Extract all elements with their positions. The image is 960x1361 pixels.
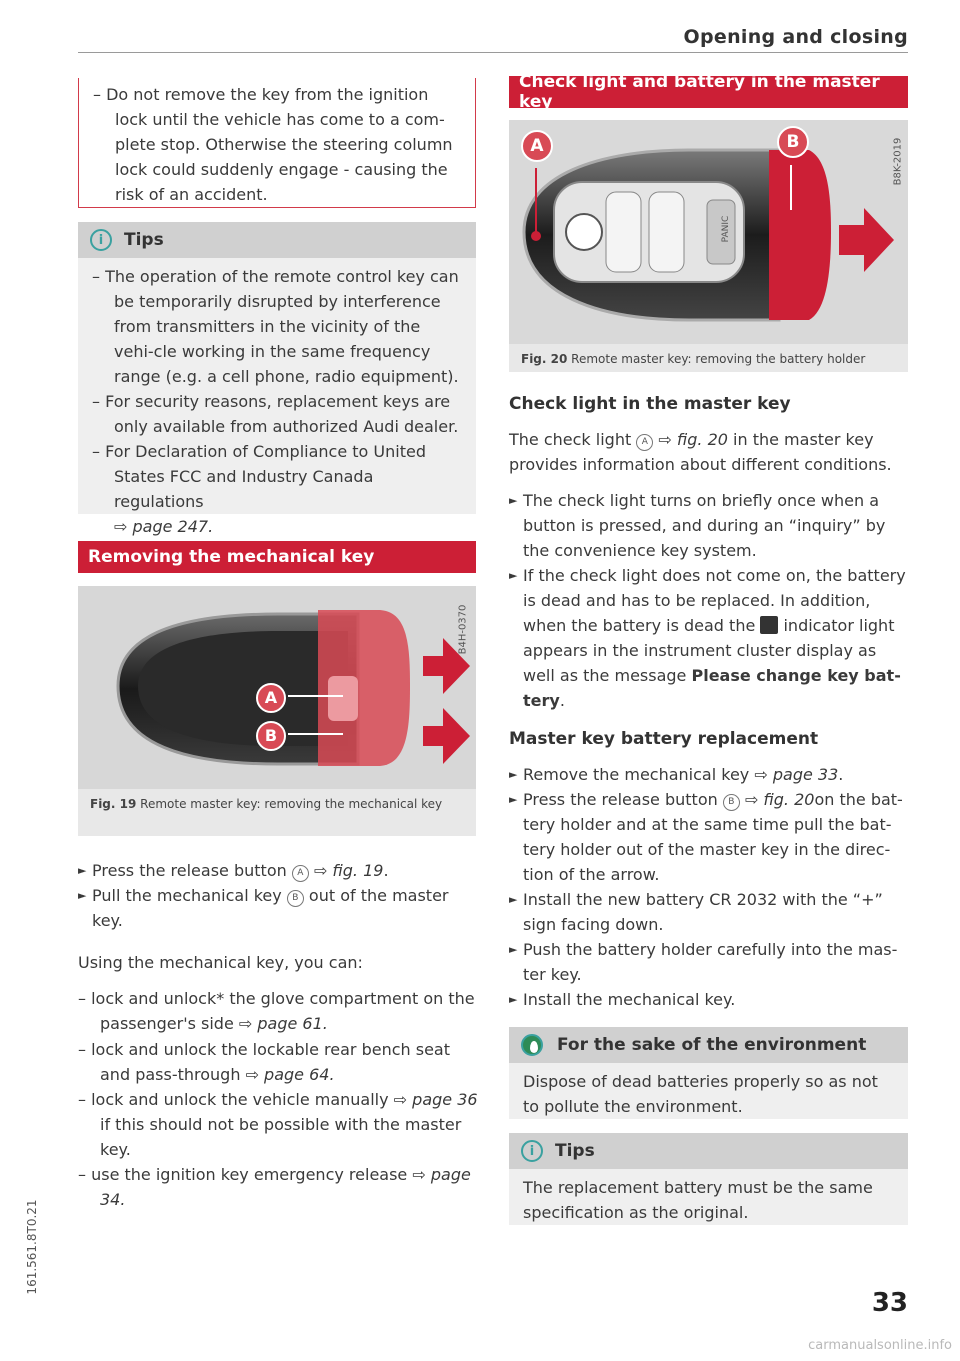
- battery-indicator-icon: [760, 616, 778, 634]
- check-item: ► If the check light does not come on, the battery is dead and has to be replaced. In addition, when the battery is dead the indicator light appears in the instrument cluster display as well as the message Please change key bat-tery.: [509, 563, 908, 713]
- replace-steps: [509, 762, 909, 1012]
- tips-body: [78, 258, 476, 547]
- callout-b-inline: B: [287, 890, 304, 907]
- figure-19-image: [78, 586, 476, 789]
- figure-19-caption: Fig. 19 Remote master key: removing the mechanical key: [90, 797, 443, 811]
- check-items: [509, 488, 908, 713]
- callout-a: A: [521, 130, 553, 162]
- figure-20: [509, 120, 908, 372]
- replace-step: ► Remove the mechanical key ⇨ page 33.: [509, 762, 909, 787]
- warning-box: [78, 78, 476, 208]
- list-item: – use the ignition key emergency release ⇨ page 34.: [78, 1165, 471, 1209]
- tips-item: – For security reasons, replacement keys are only available from authorized Audi dealer.: [92, 392, 459, 436]
- tips-header: [509, 1133, 908, 1169]
- replace-step: ► Push the battery holder carefully into the mas-ter key.: [509, 937, 909, 987]
- list-item: – lock and unlock the lockable rear bench seat and pass-through ⇨ page 64.: [78, 1040, 450, 1084]
- steps-left: [78, 858, 476, 933]
- leaf-icon: [521, 1034, 543, 1056]
- watermark: carmanualsonline.info: [808, 1338, 952, 1353]
- step-item: ► Press the release button A ⇨ fig. 19.: [78, 858, 476, 883]
- tips-text: The replacement battery must be the same specification as the original.: [523, 1178, 873, 1222]
- check-item: ► The check light turns on briefly once when a button is pressed, and during an “inquiry” by the convenience key system.: [509, 488, 908, 563]
- heading-battery-replacement: Master key battery replacement: [509, 729, 819, 749]
- fig-ref-link[interactable]: ⇨ fig. 19: [313, 861, 384, 880]
- running-header: Opening and closing: [683, 26, 908, 48]
- environment-header: [509, 1027, 908, 1063]
- figure-19: [78, 586, 476, 836]
- fig-ref-link[interactable]: ⇨ fig. 20: [658, 430, 728, 449]
- page-ref-link[interactable]: ⇨ page 33: [754, 765, 839, 784]
- environment-text: Dispose of dead batteries properly so as not to pollute the environment.: [523, 1072, 878, 1116]
- fig-ref-link[interactable]: ⇨ fig. 20: [744, 790, 815, 809]
- tips-box-right: [509, 1133, 908, 1225]
- replace-step: ► Install the new battery CR 2032 with the “+” sign facing down.: [509, 887, 909, 937]
- using-text: Using the mechanical key, you can:: [78, 953, 363, 972]
- section-title-check-light: [509, 72, 908, 112]
- tips-item: – For Declaration of Compliance to United States FCC and Industry Canada regulations: [92, 442, 426, 511]
- header-divider: [78, 52, 908, 53]
- warning-text: – Do not remove the key from the ignition lock until the vehicle has come to a com-plete stop. Otherwise the steering column lock could suddenly engage - causing the risk of an accident.: [93, 85, 453, 204]
- list-item: – lock and unlock* the glove compartment on the passenger's side ⇨ page 61.: [78, 989, 475, 1033]
- replace-step: ► Install the mechanical key.: [509, 987, 909, 1012]
- page-ref-link[interactable]: ⇨ page 64.: [245, 1065, 335, 1084]
- info-icon: i: [521, 1140, 543, 1162]
- figure-20-caption: Fig. 20 Remote master key: removing the battery holder: [521, 352, 866, 366]
- page-ref-link[interactable]: ⇨ page 34.: [100, 1165, 471, 1209]
- callout-a-inline: A: [292, 865, 309, 882]
- callout-a: A: [256, 683, 286, 713]
- document-code: 161.561.8T0.21: [25, 1199, 39, 1295]
- callout-a-inline: A: [636, 434, 653, 451]
- section-title-text: Removing the mechanical key: [88, 547, 375, 567]
- tips-item: – The operation of the remote control key can be temporarily disrupted by interference from transmitters in the vicinity of the vehi-cle working in the same frequency range (e.g. a cell phone, radio equipment).: [92, 267, 459, 386]
- figure-20-image: [509, 120, 908, 344]
- step-item: ► Pull the mechanical key B out of the master key.: [78, 883, 476, 933]
- figure-code: B8K-2019: [892, 137, 904, 186]
- callout-b: B: [256, 721, 286, 751]
- info-icon: i: [90, 229, 112, 251]
- replace-step: ► Press the release button B ⇨ fig. 20on the bat-tery holder and at the same time pull the bat-tery holder out of the master key in the direc-tion of the arrow.: [509, 787, 909, 887]
- heading-check-light: Check light in the master key: [509, 394, 791, 414]
- page-ref-link[interactable]: ⇨ page 36: [393, 1090, 478, 1109]
- environment-title: For the sake of the environment: [557, 1034, 867, 1055]
- callout-b: B: [777, 126, 809, 158]
- tips-title: Tips: [124, 229, 164, 250]
- page-ref-link[interactable]: ⇨ page 61.: [238, 1014, 328, 1033]
- key-battery-illustration: [509, 120, 908, 344]
- section-title-removing: [78, 541, 476, 573]
- panic-button: PANIC: [721, 215, 731, 243]
- page-number: 33: [871, 1288, 908, 1318]
- figure-code: B4H-0370: [457, 604, 469, 655]
- check-intro: The check light A ⇨ fig. 20 in the master key provides information about different conditions.: [509, 430, 892, 474]
- page-ref-link[interactable]: ⇨ page 247.: [114, 517, 214, 536]
- environment-box: [509, 1027, 908, 1119]
- usage-list: [78, 986, 478, 1212]
- list-item: – lock and unlock the vehicle manually ⇨ page 36 if this should not be possible with the master key.: [78, 1090, 478, 1159]
- tips-box-left: [78, 222, 476, 536]
- tips-header: [78, 222, 476, 258]
- tips-title: Tips: [555, 1140, 595, 1161]
- callout-b-inline: B: [723, 794, 740, 811]
- section-title-text: Check light and battery in the master key: [519, 72, 880, 112]
